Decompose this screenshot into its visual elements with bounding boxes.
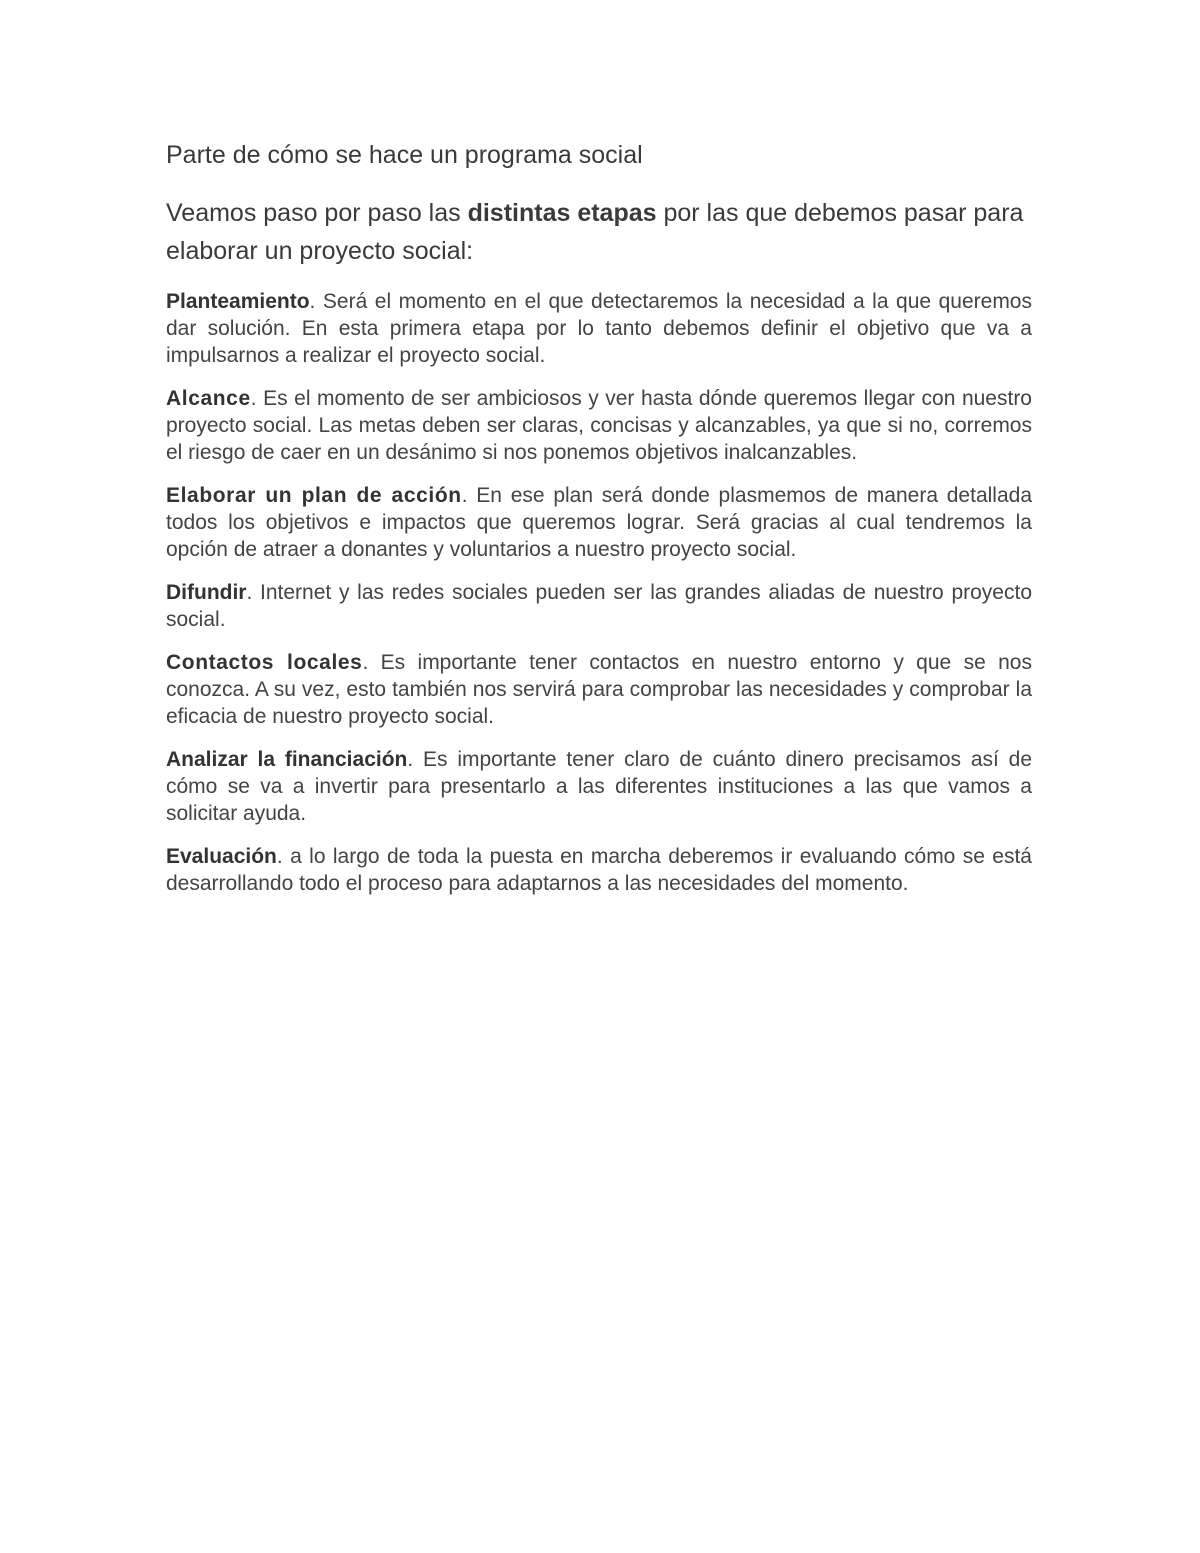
step-term: Alcance [166, 387, 251, 410]
document-title: Parte de cómo se hace un programa social [166, 141, 643, 169]
document-body [166, 140, 1032, 913]
step-difundir [166, 579, 1032, 633]
step-term: Evaluación [166, 845, 277, 868]
step-evaluacion [166, 843, 1032, 897]
intro-emphasis: distintas etapas [467, 199, 657, 227]
step-text: . Es importante tener claro de cuánto dinero precisamos así de cómo se va a invertir para presentarlo a las diferentes instituciones a las que vamos a solicitar ayuda. [166, 748, 1033, 825]
step-term: Contactos locales [166, 651, 363, 674]
step-text: . En ese plan será donde plasmemos de manera detallada todos los objetivos e impactos que queremos lograr. Será gracias al cual tendremos la opción de atraer a donantes y voluntarios a nuestro proyecto social. [166, 484, 1032, 561]
step-term: Elaborar un plan de acción [166, 484, 462, 507]
step-text: . Será el momento en el que detectaremos la necesidad a la que queremos dar solución. En esta primera etapa por lo tanto debemos definir el objetivo que va a impulsarnos a realizar el proyecto social. [166, 290, 1032, 367]
step-alcance [166, 385, 1032, 466]
intro-paragraph [166, 194, 1032, 270]
step-plan-de-accion [166, 482, 1032, 563]
step-text: . Internet y las redes sociales pueden ser las grandes aliadas de nuestro proyecto social. [166, 581, 1032, 631]
intro-text-before: Veamos paso por paso las [166, 199, 468, 227]
step-text: . Es el momento de ser ambiciosos y ver hasta dónde queremos llegar con nuestro proyecto social. Las metas deben ser claras, concisas y alcanzables, ya que si no, corremos el riesgo de caer en un desánimo si nos ponemos objetivos inalcanzables. [166, 387, 1032, 464]
step-contactos-locales [166, 649, 1032, 730]
step-term: Analizar la financiación [166, 748, 408, 771]
step-term: Difundir [166, 581, 247, 604]
intro-text-after: por las que debemos pasar para elaborar un proyecto social: [166, 199, 1024, 265]
step-text: . a lo largo de toda la puesta en marcha deberemos ir evaluando cómo se está desarrollando todo el proceso para adaptarnos a las necesidades del momento. [166, 845, 1032, 895]
step-text: . Es importante tener contactos en nuestro entorno y que se nos conozca. A su vez, esto también nos servirá para comprobar las necesidades y comprobar la eficacia de nuestro proyecto social. [166, 651, 1032, 728]
step-term: Planteamiento [166, 290, 310, 313]
step-planteamiento [166, 288, 1032, 369]
step-analizar-financiacion [166, 746, 1032, 827]
